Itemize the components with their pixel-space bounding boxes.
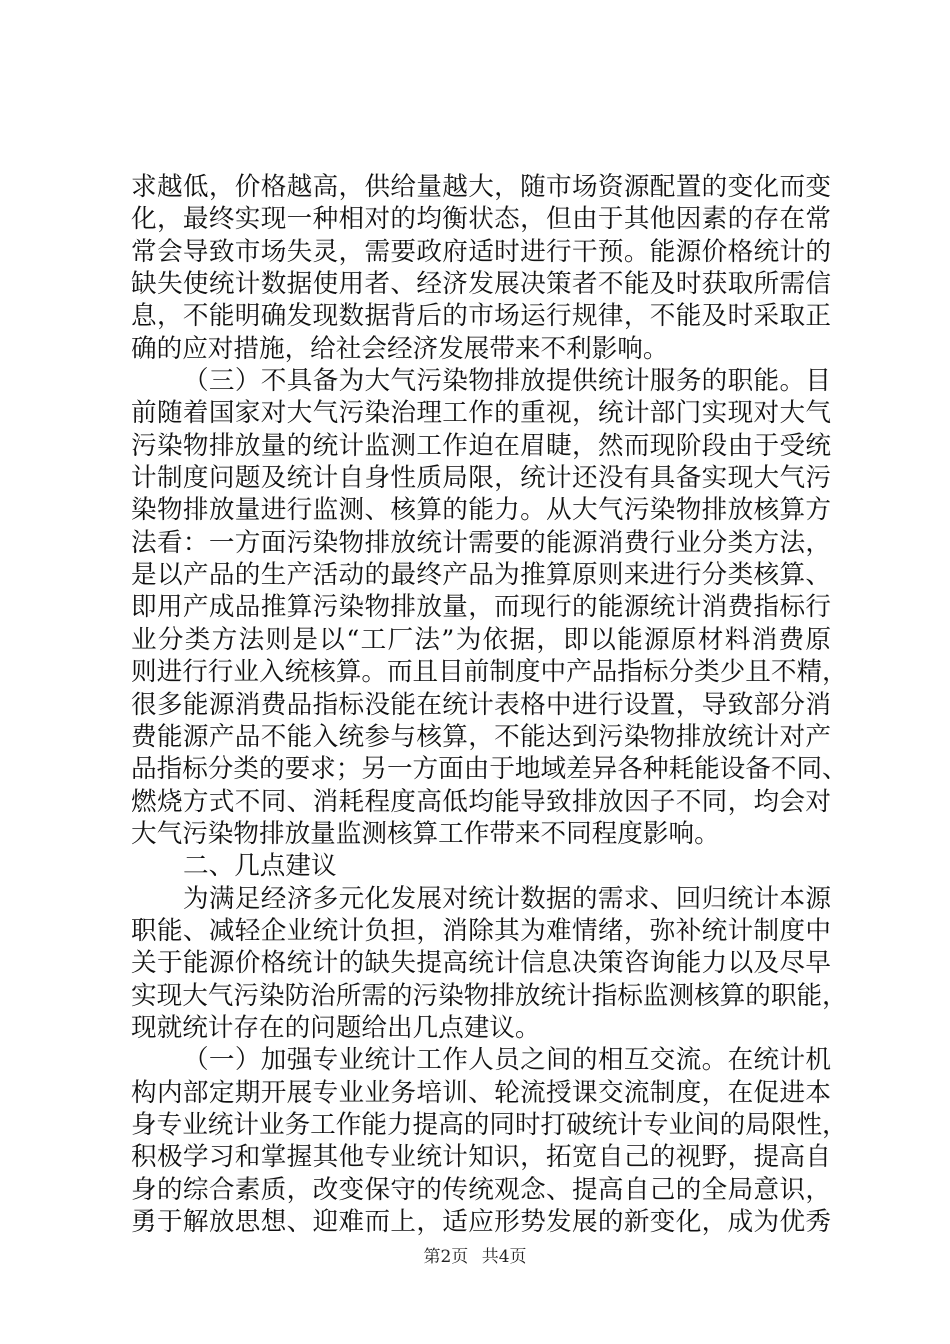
text-line: 积极学习和掌握其他专业统计知识，拓宽自己的视野，提高自	[131, 1142, 831, 1173]
text-line: 现就统计存在的问题给出几点建议。	[131, 1012, 541, 1043]
text-line: 常会导致市场失灵，需要政府适时进行干预。能源价格统计的	[131, 236, 831, 267]
text-line: 关于能源价格统计的缺失提高统计信息决策咨询能力以及尽早	[131, 948, 831, 979]
text-line: 很多能源消费品指标没能在统计表格中进行设置，导致部分消	[131, 689, 831, 720]
text-line: 缺失使统计数据使用者、经济发展决策者不能及时获取所需信	[131, 269, 831, 300]
text-line: 职能、减轻企业统计负担，消除其为难情绪，弥补统计制度中	[131, 915, 831, 946]
text-line: 化，最终实现一种相对的均衡状态，但由于其他因素的存在常	[131, 204, 831, 235]
text-line: 燃烧方式不同、消耗程度高低均能导致排放因子不同，均会对	[131, 786, 831, 817]
section-heading-1: （一）加强专业统计工作人员之间的相互交流。在统计机	[183, 1045, 831, 1076]
section-heading-3: （三）不具备为大气污染物排放提供统计服务的职能。目	[183, 366, 831, 397]
text-line: 身专业统计业务工作能力提高的同时打破统计专业间的局限性，	[131, 1109, 848, 1140]
page-number: 第2页	[423, 1247, 469, 1267]
text-line: 为满足经济多元化发展对统计数据的需求、回归统计本源	[183, 883, 831, 914]
text-line: 求越低，价格越高，供给量越大，随市场资源配置的变化而变	[131, 172, 831, 202]
text-line: 则进行行业入统核算。而且目前制度中产品指标分类少且不精，	[131, 657, 848, 688]
page-footer	[0, 1246, 950, 1268]
section-heading-2: 二、几点建议	[183, 851, 337, 882]
text-line: 染物排放量进行监测、核算的能力。从大气污染物排放核算方	[131, 495, 831, 526]
text-line: 勇于解放思想、迎难而上，适应形势发展的新变化，成为优秀	[131, 1207, 831, 1237]
text-line: 业分类方法则是以“工厂法”为依据，即以能源原材料消费原	[131, 624, 831, 655]
text-line: 构内部定期开展专业业务培训、轮流授课交流制度，在促进本	[131, 1077, 831, 1108]
text-line: 确的应对措施，给社会经济发展带来不利影响。	[131, 333, 669, 364]
body-text	[131, 171, 848, 1238]
text-line: 污染物排放量的统计监测工作迫在眉睫，然而现阶段由于受统	[131, 430, 831, 461]
text-line: 前随着国家对大气污染治理工作的重视，统计部门实现对大气	[131, 398, 831, 429]
text-line: 计制度问题及统计自身性质局限，统计还没有具备实现大气污	[131, 463, 831, 494]
text-line: 即用产成品推算污染物排放量，而现行的能源统计消费指标行	[131, 592, 831, 623]
text-line: 是以产品的生产活动的最终产品为推算原则来进行分类核算、	[131, 560, 831, 591]
text-line: 费能源产品不能入统参与核算，不能达到污染物排放统计对产	[131, 721, 831, 752]
text-line: 实现大气污染防治所需的污染物排放统计指标监测核算的职能，	[131, 980, 848, 1011]
text-line: 大气污染物排放量监测核算工作带来不同程度影响。	[131, 818, 720, 849]
text-line: 息，不能明确发现数据背后的市场运行规律，不能及时采取正	[131, 301, 831, 332]
text-line: 法看：一方面污染物排放统计需要的能源消费行业分类方法，	[131, 527, 831, 558]
text-line: 身的综合素质，改变保守的传统观念、提高自己的全局意识，	[131, 1174, 831, 1205]
text-line: 品指标分类的要求；另一方面由于地域差异各种耗能设备不同、	[131, 754, 848, 785]
page-total: 共4页	[481, 1247, 527, 1267]
